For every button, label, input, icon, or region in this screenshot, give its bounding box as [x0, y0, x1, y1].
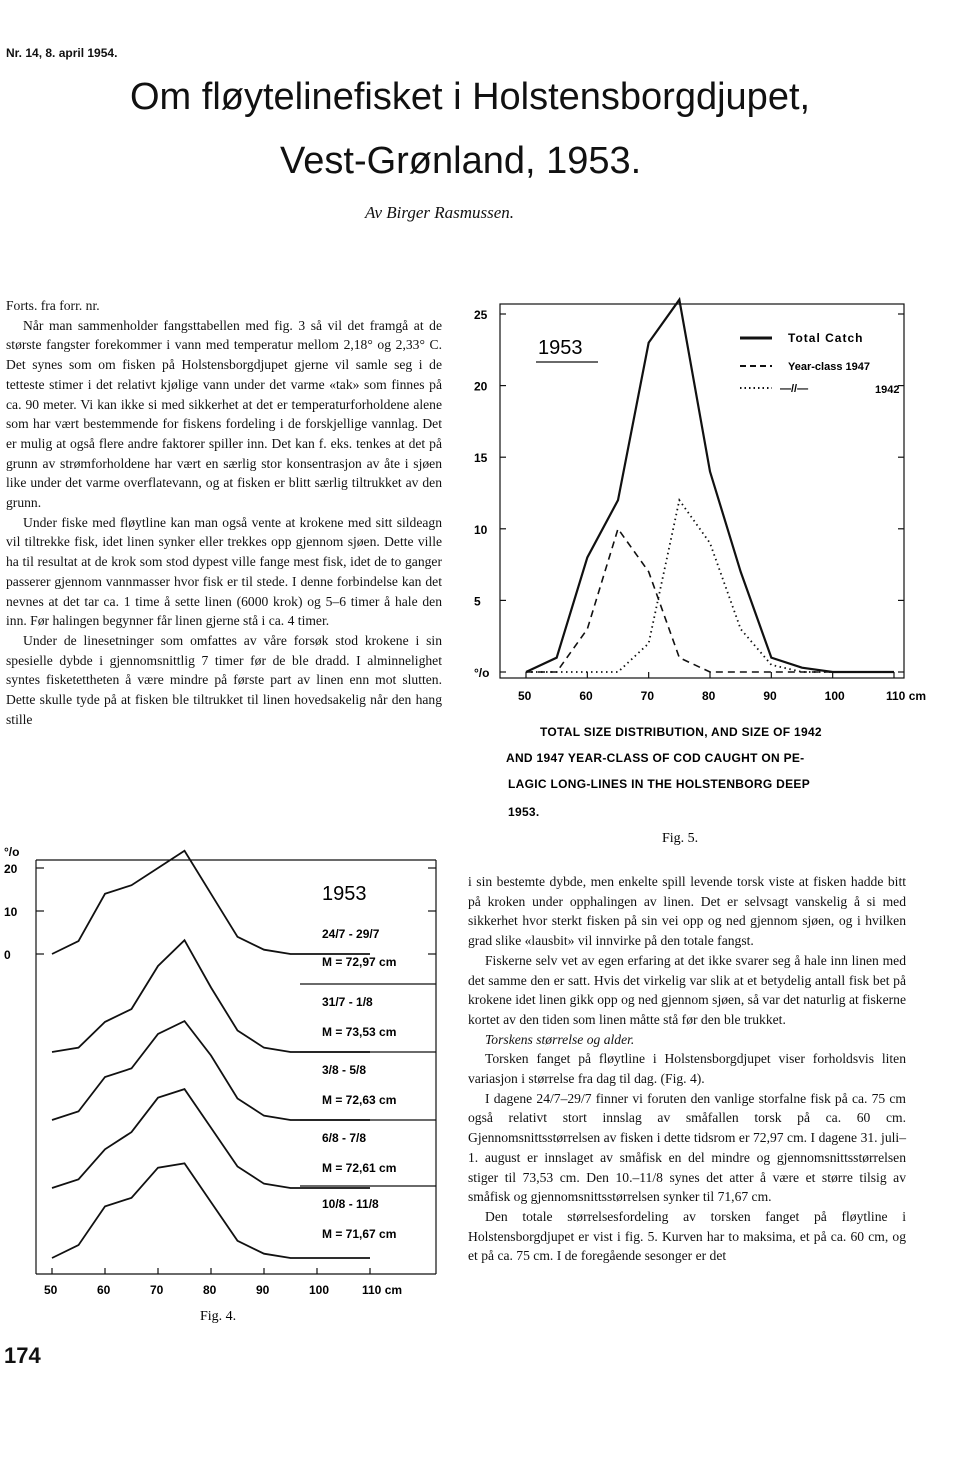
fig5-xtick-label: 80	[702, 689, 716, 703]
fig4-panel-mean: M = 72,97 cm	[322, 955, 397, 969]
fig4-panel-period: 24/7 - 29/7	[322, 927, 380, 941]
fig4-xtick-label: 90	[256, 1283, 270, 1297]
legend-ditto-1942: —//—	[780, 383, 809, 395]
fig4-panel-period: 6/8 - 7/8	[322, 1131, 367, 1145]
fig4-year: 1953	[322, 883, 367, 905]
article-title-line1: Om fløytelinefisket i Holstensborgdjupet,	[130, 76, 811, 118]
fig4-panel-mean: M = 72,61 cm	[322, 1161, 397, 1175]
paragraph: Når man sammenholder fangsttabellen med fig. 3 så vil det framgå at de største fangster forekommer i vann med temperatur mellom 2,18° og 2,33° C. Det synes som om fisken på Holstensborgdjupet gjerne vil samle seg i de tetteste stimer i det relativt kjølige vann under det varme «tak» som finnes på ca. 90 meter. Vi kan ikke si med sikkerhet at det er temperaturforholdene alene som har vært bestemmende for fiskens fordeling i de forskjellige vannlag. Det er mulig at også flere andre faktorer spiller inn. Det kan f. eks. tenkes at det på grunn av strømforholdene har vært en særlig stor konsentrasjon av åte i sjøen like under det varme overflatevann, og at fisken er blitt særlig tiltrukket av den grunn.	[6, 317, 442, 511]
issue-header: Nr. 14, 8. april 1954.	[6, 46, 118, 60]
paragraph: Fiskerne selv vet av egen erfaring at det ikke svarer seg å hale inn linen med det samme den er satt. Hvis det virkelig var slik at et betydelig antall fisk bet på krokene idet linen gikk opp og ned gjennom sjøen, så var det naturlig at fiskerne kortet av den tiden som linen måtte stå før den ble trukket.	[468, 952, 906, 1027]
fig5-xtick-label: 90	[763, 689, 777, 703]
section-heading: Torskens størrelse og alder.	[485, 1031, 635, 1047]
paragraph: Under de linesetninger som omfattes av våre forsøk stod krokene i sin spesielle dybde i gjennomsnittlig 7 timer før de ble dradd. I alminnelighet syntes fisketettheten å være mindre på første part av linen enn mot slutten. Dette skulle tyde på at fisken ble tiltrukket til linen hovedsakelig når den hang stille	[6, 632, 442, 727]
fig5-caption-line2: AND 1947 YEAR-CLASS OF COD CAUGHT ON PE-	[506, 751, 805, 765]
fig5-caption-line1: TOTAL SIZE DISTRIBUTION, AND SIZE OF 1942	[540, 725, 822, 739]
fig5-ytick-label: 10	[474, 522, 488, 537]
fig4-panel-mean: M = 72,63 cm	[322, 1093, 397, 1107]
fig5-xtick-label: 100	[824, 689, 845, 703]
fig4-ytick-label: °/o	[4, 845, 20, 859]
fig4-xtick-label: 80	[203, 1283, 217, 1297]
fig5-ytick-label: °/o	[474, 666, 490, 680]
legend-label-total: Total Catch	[788, 331, 864, 345]
fig5-ytick-label: 25	[474, 308, 488, 322]
page-number: 174	[4, 1343, 41, 1368]
fig4-panel-mean: M = 71,67 cm	[322, 1227, 397, 1241]
fig5-chart	[470, 296, 927, 856]
legend-label-1947: Year-class 1947	[788, 361, 870, 373]
paragraph: Torsken fanget på fløytline i Holstensborgdjupet viser forholdsvis liten variasjon i størrelse fra dag til dag. (Fig. 4).	[468, 1051, 906, 1087]
paragraph: Under fiske med fløytline kan man også vente at krokene med sitt sildeagn vil tiltrekke fisk, idet linen synker eller trekkes opp gjennom sjøen. Dette ville ha til resultat at de krok som stod dypest ville fange mest fisk, idet de to ganger passerer gjennom vannmasser hvor fisk er til stede. I denne forbindelse kan det nevnes at det tar ca. 1 time å sette linen (6000 krok) og 5–6 timer å hale den inn. Før halingen begynner får linen gjerne stå i ca. 4 timer.	[6, 514, 442, 629]
fig5-ytick-label: 20	[474, 379, 488, 394]
fig4-ytick-label: 20	[4, 862, 18, 876]
fig4-xtick-label: 60	[97, 1283, 111, 1297]
fig5-xtick-label: 70	[640, 689, 655, 703]
fig4-panel-period: 10/8 - 11/8	[322, 1197, 379, 1211]
fig4-chart	[0, 838, 460, 1328]
paragraph: Forts. fra forr. nr.	[6, 298, 100, 313]
fig4-xtick-label: 50	[44, 1283, 58, 1297]
fig4-ytick-label: 0	[4, 948, 11, 962]
fig4-panel-period: 31/7 - 1/8	[322, 995, 373, 1009]
paragraph: i sin bestemte dybde, men enkelte spill levende torsk viste at fisken hadde bitt på kroken under opphalingen av linen. Det er selvsagt vanskelig å si med sikkerhet hvor sterkt fisken på sin vei opp og ned gjennom sjøen, og i hvilken grad slike «lausbit» vil innvirke på den totale fangst.	[468, 874, 906, 949]
fig5-year: 1953	[538, 337, 583, 359]
right-text-column	[468, 872, 906, 1266]
left-text-column	[6, 296, 442, 729]
fig5-caption-line3: LAGIC LONG-LINES IN THE HOLSTENBORG DEEP	[508, 777, 811, 791]
fig5-xtick-label: 50	[518, 689, 532, 703]
article-title-line2: Vest-Grønland, 1953.	[280, 140, 642, 182]
fig4-xtick-label: 100	[309, 1283, 330, 1297]
fig5-label: Fig. 5.	[662, 831, 699, 846]
fig4-xtick-label: 110 cm	[362, 1283, 403, 1297]
author-line: Av Birger Rasmussen.	[365, 203, 515, 222]
fig5-ytick-label: 5	[474, 594, 481, 609]
fig4-label: Fig. 4.	[200, 1309, 237, 1324]
fig5-caption-line4: 1953.	[508, 805, 540, 819]
paragraph: I dagene 24/7–29/7 finner vi foruten den vanlige storfalne fisk på ca. 75 cm også relativt stort innslag av småfallen torsk på ca. 60 cm. Gjennomsnittsstørrelsen av fisken i dette tidsrom er 72,97 cm. I dagene 31. juli–1. august er innslaget av småfisk en del mindre og gjennomsnittsstørrelsen stiger til 73,53 cm. Den 10.–11/8 synes det atter å være et større tilsig av småfisk og gjennomsnittsstørrelsen synker til 71,67 cm.	[468, 1090, 906, 1205]
fig5-xtick-label: 110 cm	[886, 689, 927, 703]
fig5-ytick-label: 15	[474, 451, 488, 466]
fig4-xtick-label: 70	[150, 1283, 164, 1297]
legend-label-1942: 1942	[875, 384, 900, 396]
fig5-series-line-2	[526, 500, 894, 672]
paragraph: Den totale størrelsesfordeling av torsken fanget på fløytline i Holstensborgdjupet er vist i fig. 5. Kurven har to maksima, et på ca. 60 cm, og et på ca. 75 cm. I de foregående sesonger er det	[468, 1208, 906, 1264]
fig4-ytick-label: 10	[4, 905, 18, 919]
fig5-xtick-label: 60	[579, 689, 593, 703]
fig5-series-line-1	[526, 529, 894, 672]
fig4-panel-period: 3/8 - 5/8	[322, 1063, 367, 1077]
fig4-panel-mean: M = 73,53 cm	[322, 1025, 397, 1039]
